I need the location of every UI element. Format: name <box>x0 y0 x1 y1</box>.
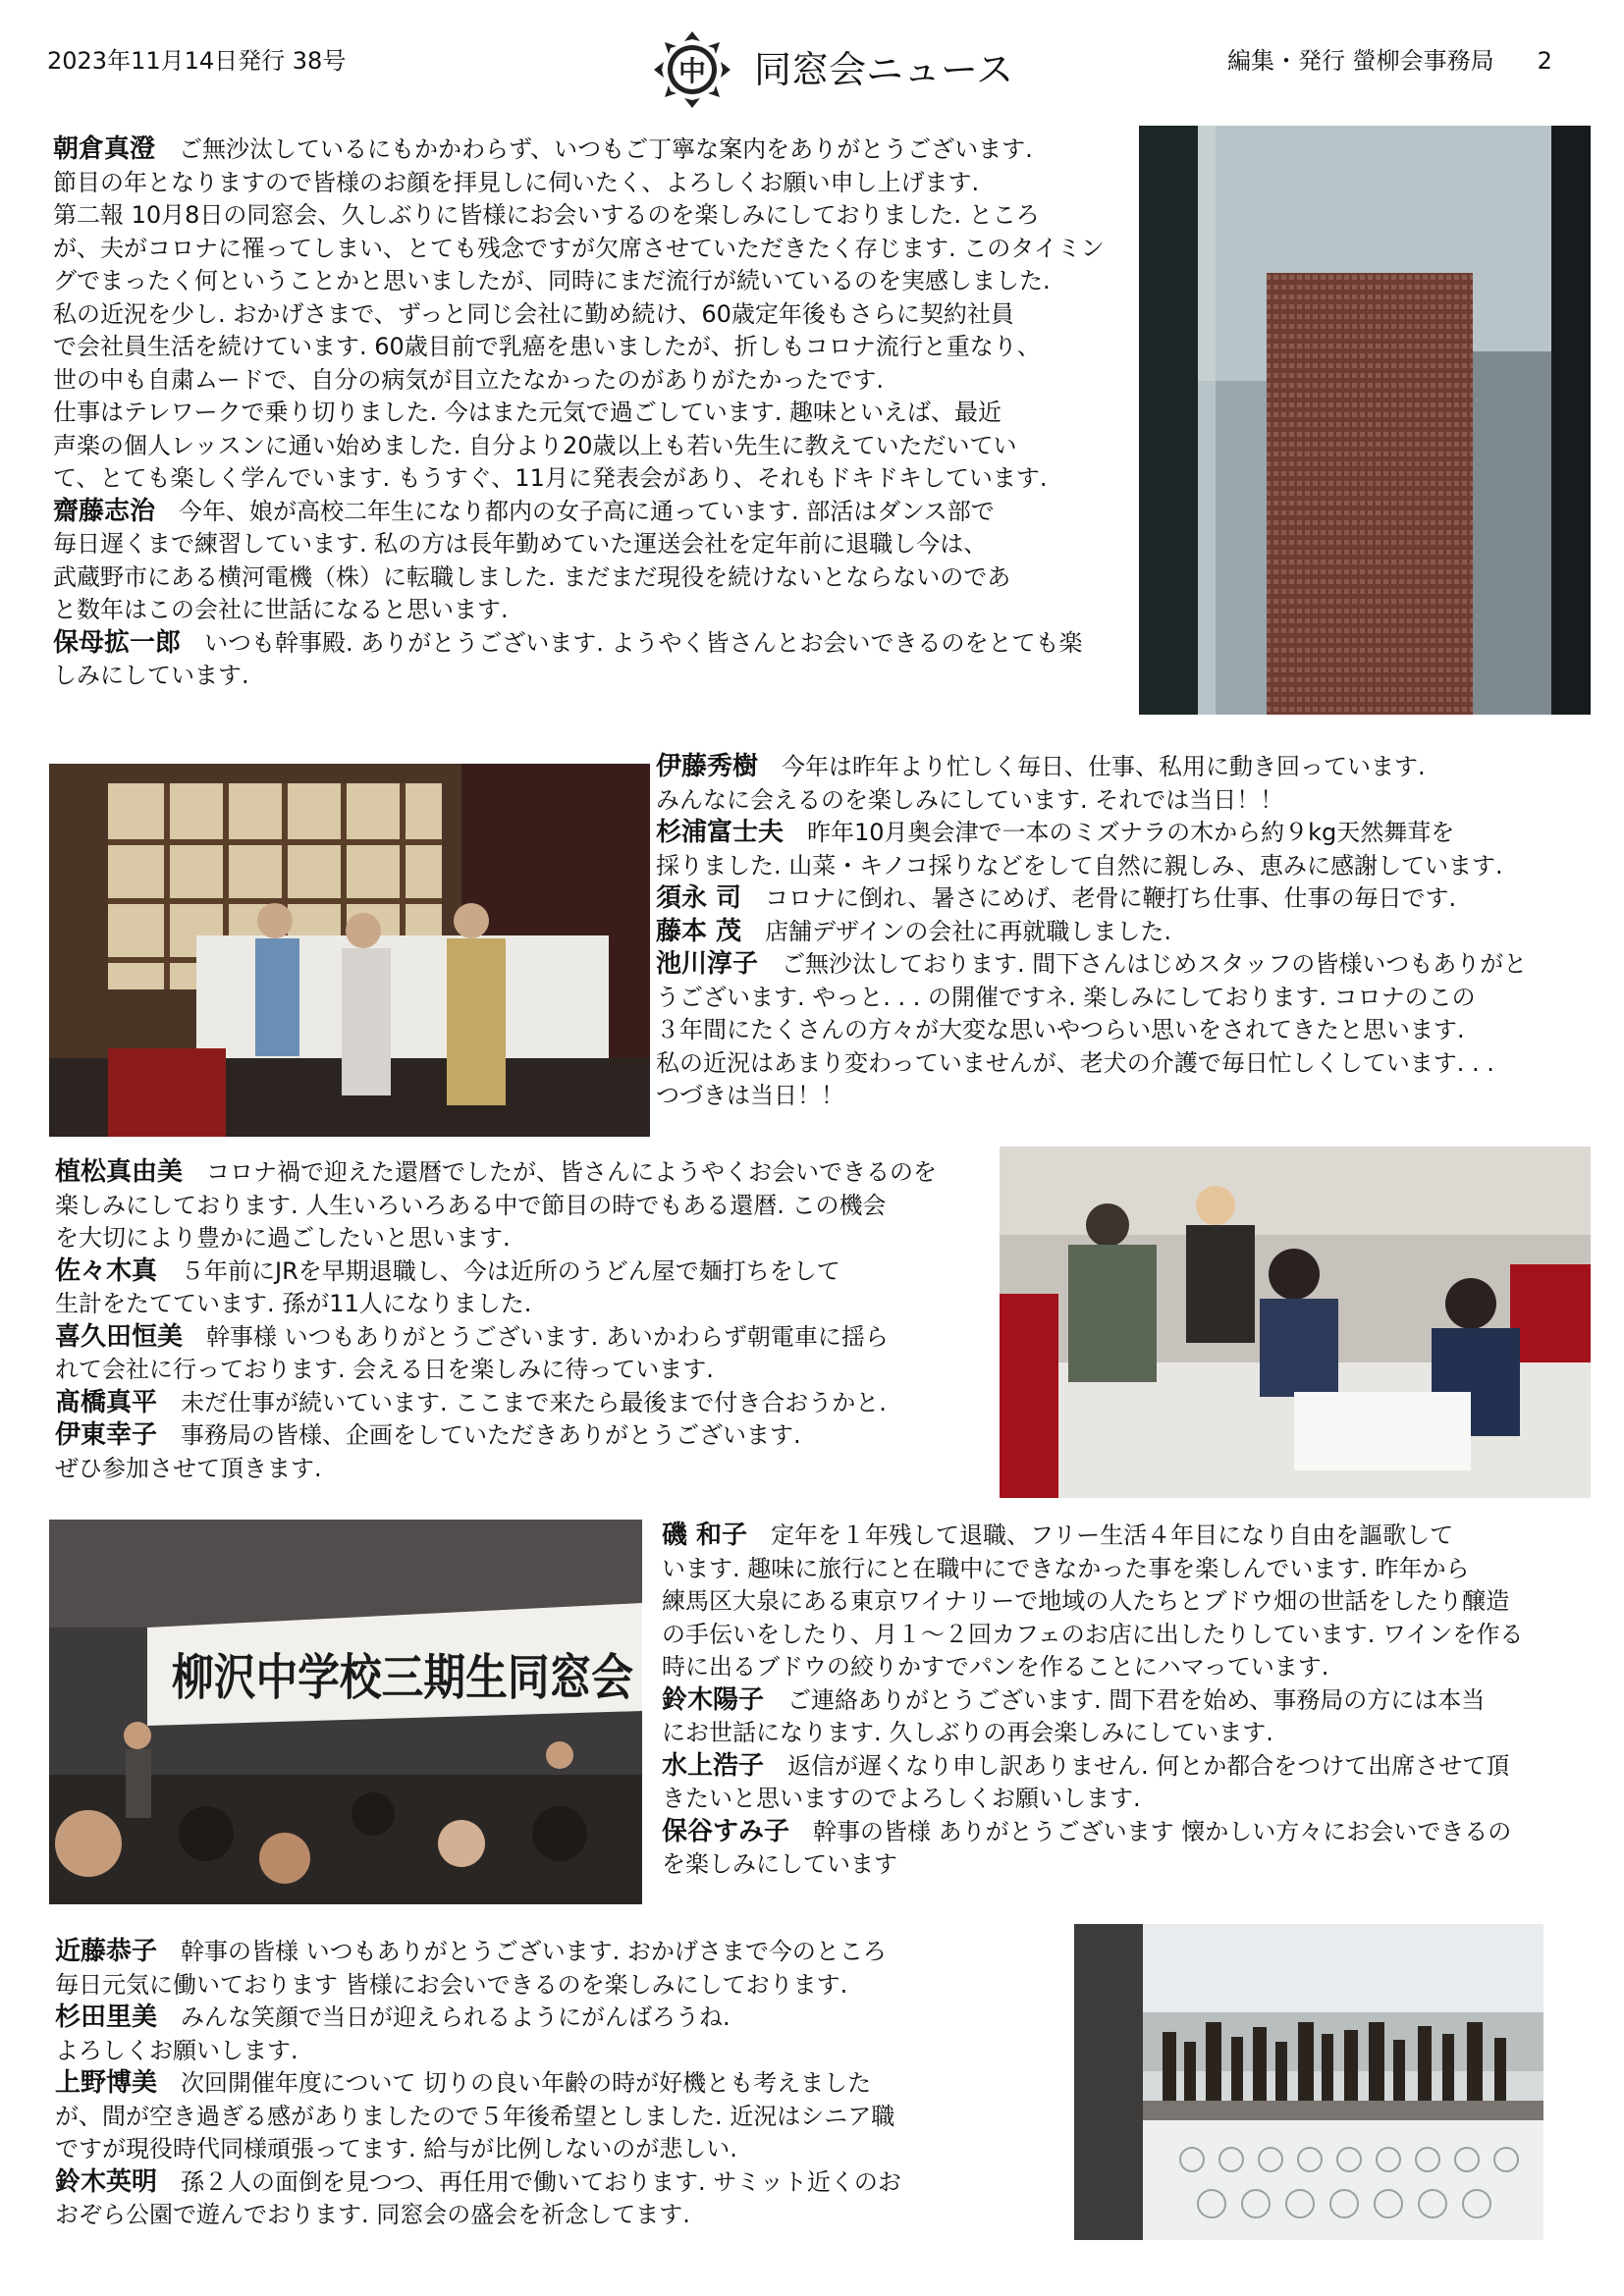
author-name: 藤本 茂 <box>656 916 742 946</box>
message-sugiura: 杉浦富士夫 昨年10月奥会津で一本のミズナラの木から約９kg天然舞茸を <box>656 818 1455 847</box>
messages-section-3: 植松真由美 コロナ禍で迎えた還暦でしたが、皆さんにようやくお会いできるのを 楽しみにしております. 人生いろいろある中で節目の時でもある還暦. この機会 を大切により豊かに過ごしたいと思います. 佐々木真 ５年前にJRを早期退職し、今は近所のうどん屋で麺打ちをして 生計をたてています. 孫が11人になりました. 喜久田恒美 幹事様 いつもありがとうございます. あいかわらず朝電車に揺ら れて会社に行っております. 会える日を楽しみに待っています. 髙橋真平 未だ仕事が続いています. ここまで来たら最後まで付き合おうかと. 伊東幸子 事務局の皆様、企画をしていただきありがとうございます. ぜひ参加させて頂きます. <box>55 1156 998 1485</box>
publisher-info <box>1227 41 1552 76</box>
message-iso: 磯 和子 定年を１年残して退職、フリー生活４年目になり自由を謳歌して <box>662 1521 1454 1550</box>
message-saito: 齋藤志治 今年、娘が高校二年生になり都内の女子高に通っています. 部活はダンス部で <box>53 496 995 526</box>
author-name: 鈴木英明 <box>55 2166 158 2197</box>
author-name: 水上浩子 <box>662 1750 765 1781</box>
issue-date: 2023年11月14日発行 38号 <box>47 47 347 75</box>
author-name: 伊東幸子 <box>55 1420 158 1450</box>
messages-section-5: 近藤恭子 幹事の皆様 いつもありがとうございます. おかげさまで今のところ 毎日元気に働いております 皆様にお会いできるのを楽しみにしております. 杉田里美 みんな笑顔で当日が迎えられるようにがんばろうね. よろしくお願いします. 上野博美 次回開催年度について 切りの良い年齢の時が好機とも考えました が、間が空き過ぎる感がありましたので５年後希望としました. 近況はシニア職 ですが現役時代同様頑張ってます. 給与が比例しないのが悲しい. 鈴木英明 孫２人の面倒を見つつ、再任用で働いております. サミット近くのお おぞら公園で遊んでおります. 同窓会の盛会を祈念してます. <box>55 1936 1037 2232</box>
message-ikegawa: 池川淳子 ご無沙汰しております. 間下さんはじめスタッフの皆様いつもありがと <box>656 949 1528 979</box>
author-name: 杉浦富士夫 <box>656 818 785 847</box>
message-hobo: 保母拡一郎 いつも幹事殿. ありがとうございます. ようやく皆さんとお会いできるのをとても楽 <box>53 627 1083 658</box>
author-name: 髙橋真平 <box>55 1387 158 1417</box>
author-name: 保谷すみ子 <box>662 1816 790 1846</box>
photo-city-view <box>1139 126 1591 715</box>
message-suzuki-yoko: 鈴木陽子 ご連絡ありがとうございます. 間下君を始め、事務局の方には本当 <box>662 1684 1486 1715</box>
svg-text:柳沢中学校三期生同窓会: 柳沢中学校三期生同窓会 <box>172 1649 633 1706</box>
page-number: 2 <box>1537 47 1552 75</box>
photo-banner-setup <box>49 764 650 1137</box>
author-name: 佐々木真 <box>55 1255 158 1286</box>
publisher: 編集・発行 螢柳会事務局 <box>1227 47 1494 75</box>
message-hoya: 保谷すみ子 幹事の皆様 ありがとうございます 懐かしい方々にお会いできるの <box>662 1816 1512 1846</box>
message-ito-hideki: 伊藤秀樹 今年は昨年より忙しく毎日、仕事、私用に動き回っています. <box>656 752 1426 781</box>
author-name: 植松真由美 <box>55 1157 184 1187</box>
author-name: 上野博美 <box>55 2068 158 2098</box>
author-name: 杉田里美 <box>55 2002 158 2032</box>
messages-section-1: 朝倉真澄 ご無沙汰しているにもかかわらず、いつもご丁寧な案内をありがとうございます. 節目の年となりますので皆様のお顔を拝見しに伺いたく、よろしくお願い申し上げます. 第二報 10月8日の同窓会、久しぶりに皆様にお会いするのを楽しみにしておりました. ところ が、夫がコロナに罹ってしまい、とても残念ですが欠席させていただきたく存じます. このタイミン グでまったく何ということかと思いましたが、同時にまだ流行が続いているのを実感しました. 私の近況を少し. おかげさまで、ずっと同じ会社に勤め続け、60歳定年後もさらに契約社員 で会社員生活を続けています. 60歳目前で乳癌を患いましたが、折しもコロナ流行と重なり、 世の中も自粛ムードで、自分の病気が目立たなかったのがありがたかったです. 仕事はテレワークで乗り切りました. 今はまた元気で過ごしています. 趣味といえば、最近 声楽の個人レッスンに通い始めました. 自分より20歳以上も若い先生に教えていただいてい て、とても楽しく学んでいます. もうすぐ、11月に発表会があり、それもドキドキしています. 齋藤志治 今年、娘が高校二年生になり都内の女子高に通っています. 部活はダンス部で 毎日遅くまで練習しています. 私の方は長年勤めていた運送会社を定年前に退職し今は、 武蔵野市にある横河電機（株）に転職しました. まだまだ現役を続けないとならないのであ と数年はこの会社に世話になると思います. 保母拡一郎 いつも幹事殿. ありがとうございます. ようやく皆さんとお会いできるのをとても楽 しみにしています. <box>53 133 1133 693</box>
newsletter-title: 同窓会ニュース <box>754 48 1014 91</box>
photo-reunion-party <box>49 1520 642 1904</box>
author-name: 池川淳子 <box>656 949 759 979</box>
message-sasaki: 佐々木真 ５年前にJRを早期退職し、今は近所のうどん屋で麺打ちをして <box>55 1255 840 1286</box>
school-emblem-icon <box>652 29 732 110</box>
message-sunaga: 須永 司 コロナに倒れ、暑さにめげ、老骨に鞭打ち仕事、仕事の毎日です. <box>656 883 1457 913</box>
message-uematsu: 植松真由美 コロナ禍で迎えた還暦でしたが、皆さんにようやくお会いできるのを <box>55 1157 938 1187</box>
author-name: 喜久田恒美 <box>55 1321 184 1352</box>
svg-text:中: 中 <box>677 55 707 87</box>
message-takahashi: 髙橋真平 未だ仕事が続いています. ここまで来たら最後まで付き合おうかと. <box>55 1387 887 1417</box>
message-mizukami: 水上浩子 返信が遅くなり申し訳ありません. 何とか都合をつけて出席させて頂 <box>662 1750 1510 1781</box>
author-name: 保母拡一郎 <box>53 627 182 658</box>
author-name: 齋藤志治 <box>53 496 156 526</box>
author-name: 鈴木陽子 <box>662 1684 765 1715</box>
message-sugita: 杉田里美 みんな笑顔で当日が迎えられるようにがんばろうね. <box>55 2002 731 2032</box>
author-name: 朝倉真澄 <box>53 134 156 164</box>
messages-section-2: 伊藤秀樹 今年は昨年より忙しく毎日、仕事、私用に動き回っています. みんなに会えるのを楽しみにしています. それでは当日！！ 杉浦富士夫 昨年10月奥会津で一本のミズナラの木から約９kg天然舞茸を 採りました. 山菜・キノコ採りなどをして自然に親しみ、恵みに感謝しています. 須永 司 コロナに倒れ、暑さにめげ、老骨に鞭打ち仕事、仕事の毎日です. 藤本 茂 店舗デザインの会社に再就職しました. 池川淳子 ご無沙汰しております. 間下さんはじめスタッフの皆様いつもありがと うございます. やっと. . . の開催ですネ. 楽しみにしております. コロナのこの ３年間にたくさんの方々が大変な思いやつらい思いをされてきたと思います. 私の近況はあまり変わっていませんが、老犬の介護で毎日忙しくしています. . . つづきは当日！！ <box>656 751 1598 1113</box>
message-ito-sachiko: 伊東幸子 事務局の皆様、企画をしていただきありがとうございます. <box>55 1420 801 1450</box>
message-kikuta: 喜久田恒美 幹事様 いつもありがとうございます. あいかわらず朝電車に揺ら <box>55 1321 889 1352</box>
author-name: 須永 司 <box>656 883 742 913</box>
author-name: 近藤恭子 <box>55 1937 158 1966</box>
author-name: 伊藤秀樹 <box>656 752 759 781</box>
photo-bar-drinks <box>1074 1924 1543 2240</box>
message-ueno: 上野博美 次回開催年度について 切りの良い年齢の時が好機とも考えました <box>55 2068 872 2098</box>
photo-reception-table <box>1000 1147 1591 1498</box>
author-name: 磯 和子 <box>662 1521 748 1550</box>
message-suzuki-hideaki: 鈴木英明 孫２人の面倒を見つつ、再任用で働いております. サミット近くのお <box>55 2166 901 2197</box>
message-kondo: 近藤恭子 幹事の皆様 いつもありがとうございます. おかげさまで今のところ <box>55 1937 887 1966</box>
message-asakura: 朝倉真澄 ご無沙汰しているにもかかわらず、いつもご丁寧な案内をありがとうございます. <box>53 134 1033 164</box>
message-fujimoto: 藤本 茂 店舗デザインの会社に再就職しました. <box>656 916 1172 946</box>
messages-section-4: 磯 和子 定年を１年残して退職、フリー生活４年目になり自由を謳歌して います. 趣味に旅行にと在職中にできなかった事を楽しんでいます. 昨年から 練馬区大泉にある東京ワイナリーで地域の人たちとブドウ畑の世話をしたり醸造 の手伝いをしたり、月１～２回カフェのお店に出したりしています. ワインを作る 時に出るブドウの絞りかすでパンを作ることにハマっています. 鈴木陽子 ご連絡ありがとうございます. 間下君を始め、事務局の方には本当 にお世話になります. 久しぶりの再会楽しみにしています. 水上浩子 返信が遅くなり申し訳ありません. 何とか都合をつけて出席させて頂 きたいと思いますのでよろしくお願いします. 保谷すみ子 幹事の皆様 ありがとうございます 懐かしい方々にお会いできるの を楽しみにしています <box>662 1520 1604 1882</box>
